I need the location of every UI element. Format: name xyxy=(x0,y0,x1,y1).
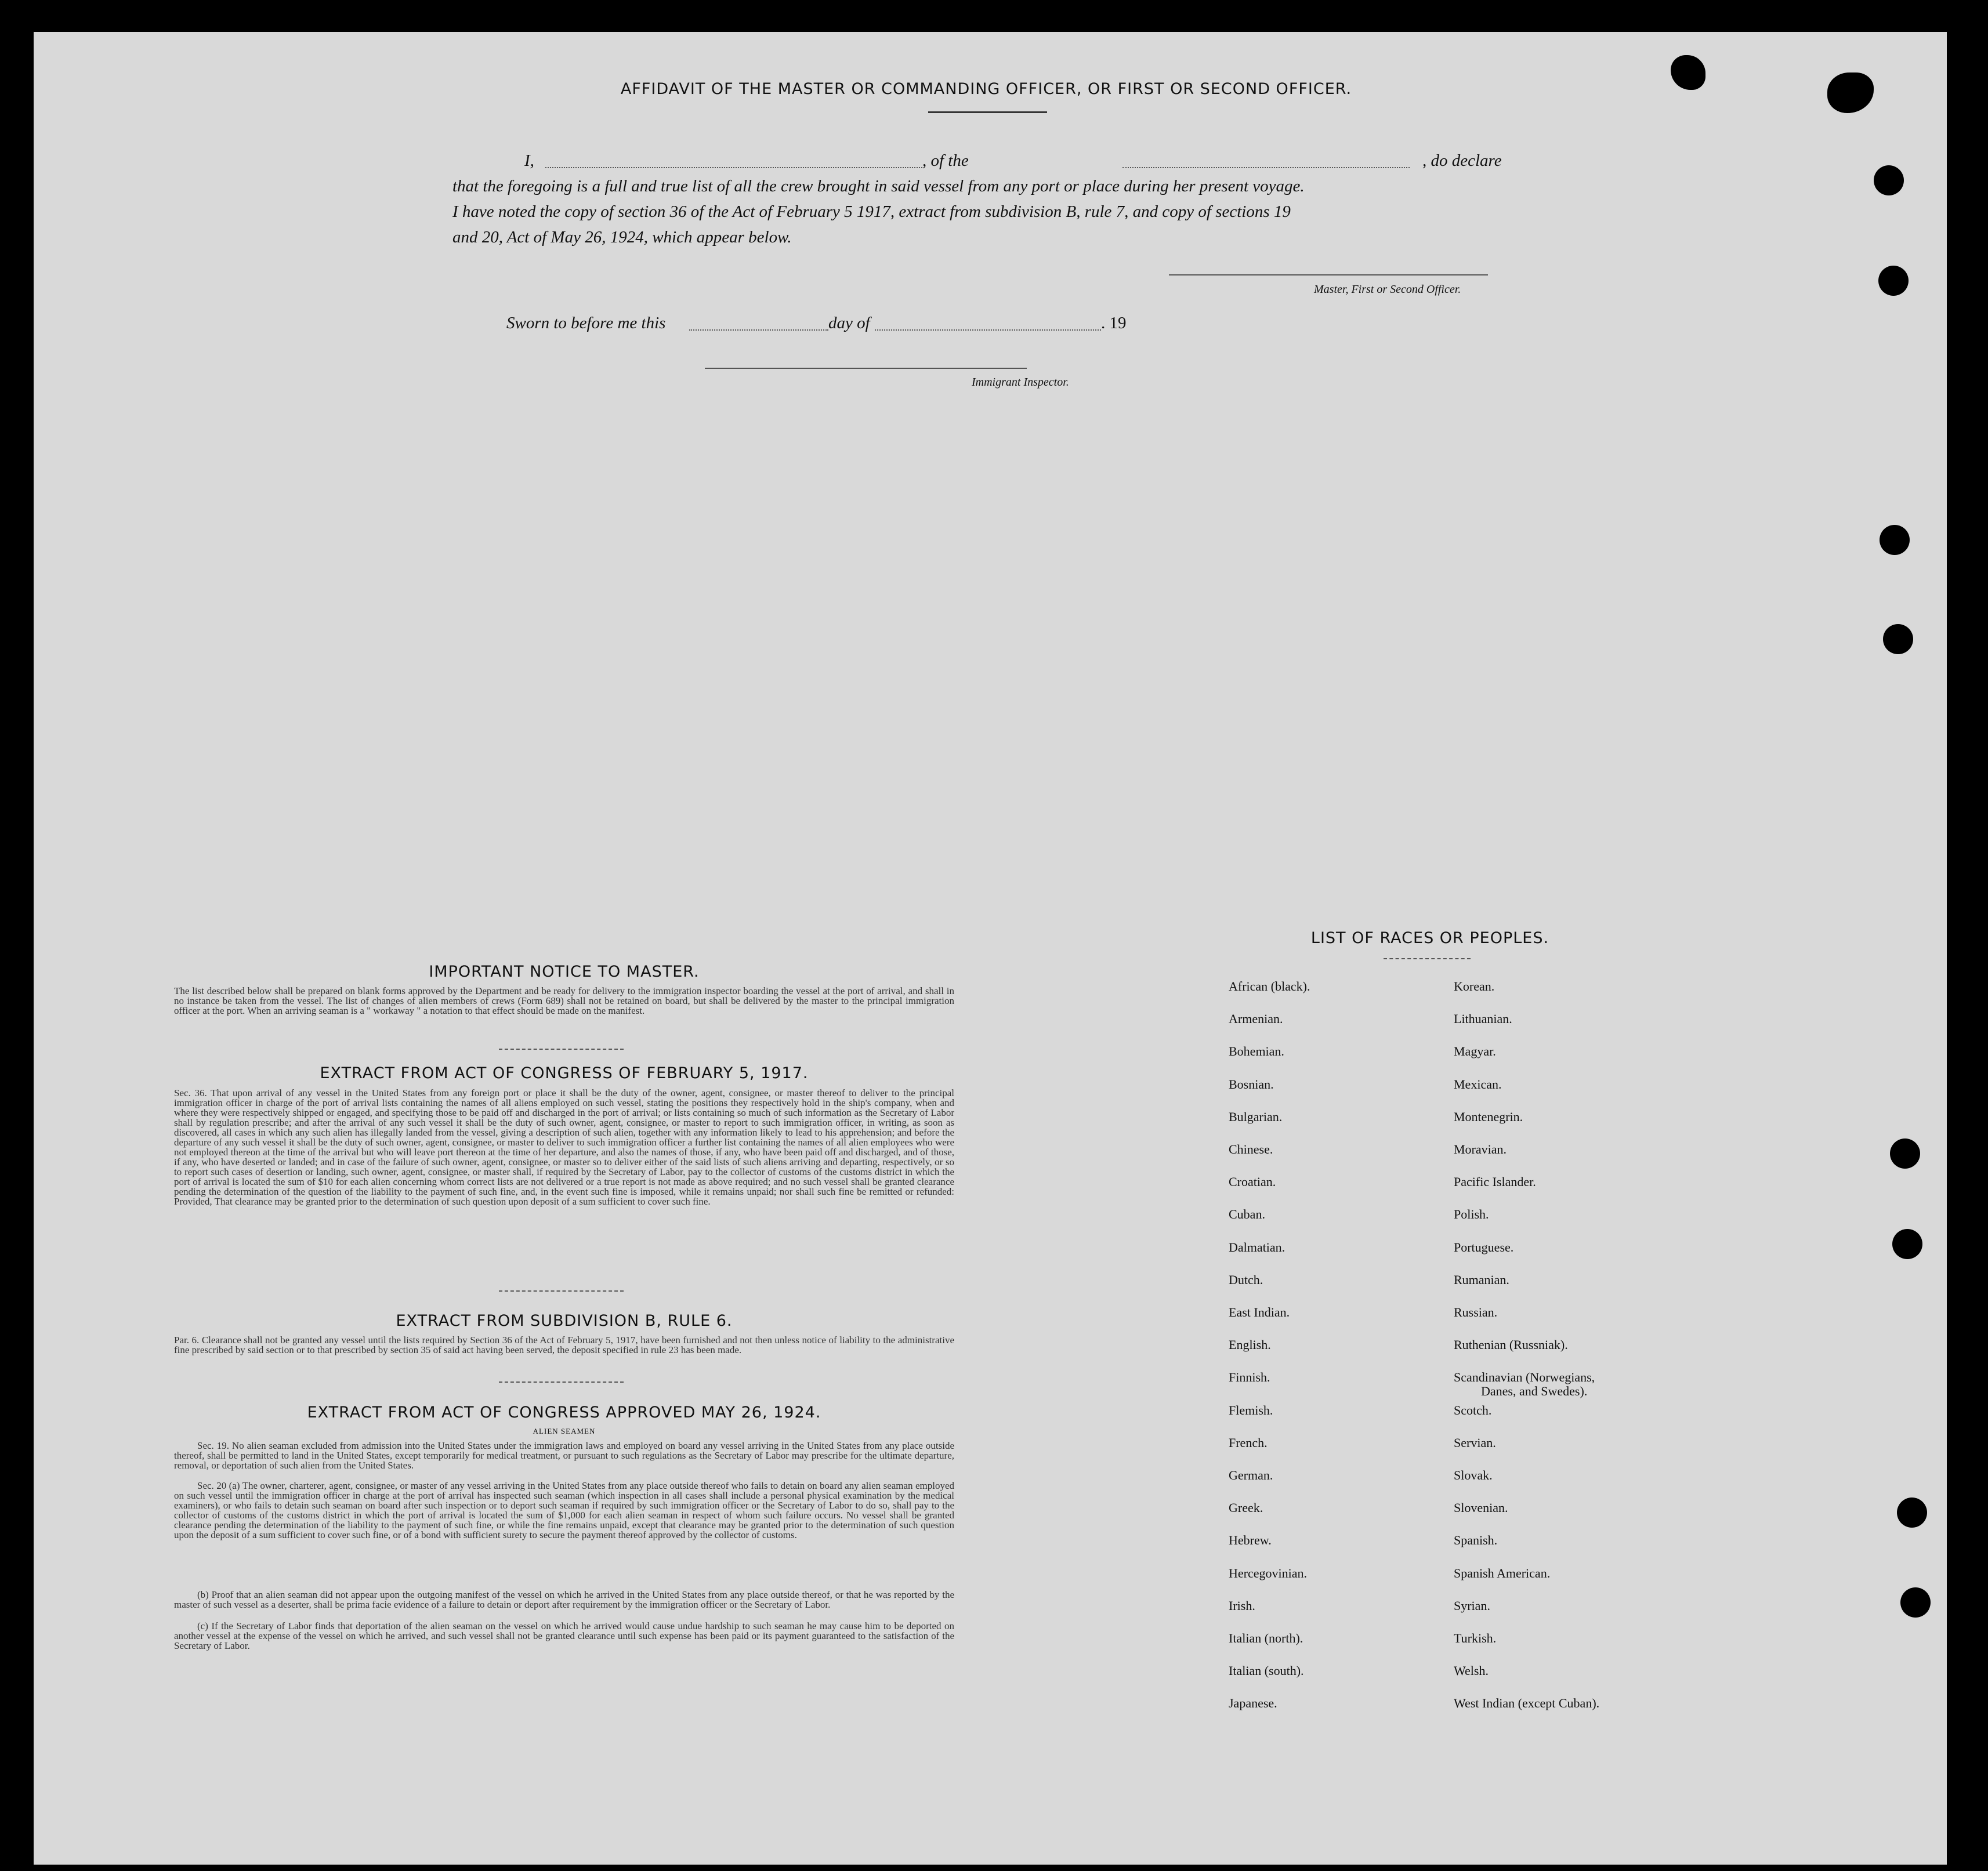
affidavit-line-2: that the foregoing is a full and true list of all the crew brought in said vessel from any port or place during her present voyage. xyxy=(452,177,1305,195)
extract-1924-sec20c: (c) If the Secretary of Labor finds that deportation of the alien seaman on the vessel on which he arrived would cause undue hardship to such seaman he may cause him to be deported on another vessel at the expense of the vessel on which he arrived, and such vessel shall not be granted clearance until such expense has been paid or its payment guaranteed to the satisfaction of the Secretary of Labor. xyxy=(174,1620,954,1651)
race-item: Chinese. xyxy=(1229,1142,1273,1157)
race-item: Hebrew. xyxy=(1229,1533,1272,1548)
race-item: Pacific Islander. xyxy=(1454,1174,1536,1190)
affidavit-line-1 xyxy=(452,148,1526,173)
alien-seamen-subtitle: ALIEN SEAMEN xyxy=(533,1427,596,1435)
race-item: West Indian (except Cuban). xyxy=(1454,1696,1600,1711)
race-item: German. xyxy=(1229,1468,1273,1483)
race-item: Slovenian. xyxy=(1454,1500,1508,1515)
affidavit-i: I, xyxy=(524,151,534,170)
punch-hole-2 xyxy=(1878,266,1909,296)
races-title: LIST OF RACES OR PEOPLES. xyxy=(1310,929,1549,947)
race-item: Cuban. xyxy=(1229,1207,1265,1222)
race-item: Korean. xyxy=(1454,979,1495,993)
race-item: African (black). xyxy=(1229,979,1310,993)
race-item: Syrian. xyxy=(1454,1598,1490,1613)
punch-hole-1 xyxy=(1874,165,1904,195)
races-underline xyxy=(1384,958,1471,959)
sworn-prefix: Sworn to before me this xyxy=(506,314,666,332)
race-item: Turkish. xyxy=(1454,1631,1497,1646)
race-item: Scandinavian (Norwegians, xyxy=(1454,1370,1595,1385)
rule6-title: EXTRACT FROM SUBDIVISION B, RULE 6. xyxy=(396,1312,733,1330)
rule6-body: Par. 6. Clearance shall not be granted any vessel until the lists required by Section 36 of the Act of February 5, 1917, have been furnished and not then unless notice of liability to the administrative fine prescribed by said section or to that prescribed by section 35 of said act having been served, the deposit specified in rule 23 has been made. xyxy=(174,1335,954,1355)
race-item: French. xyxy=(1229,1435,1268,1450)
sworn-month-blank xyxy=(875,329,1101,331)
sworn-year: . 19 xyxy=(1101,314,1127,332)
race-item: Moravian. xyxy=(1454,1142,1507,1157)
punch-hole-6 xyxy=(1892,1229,1922,1259)
extract-1924-title: EXTRACT FROM ACT OF CONGRESS APPROVED MAY 26, 1924. xyxy=(307,1404,821,1422)
race-item: Bohemian. xyxy=(1229,1044,1284,1059)
race-item: Flemish. xyxy=(1229,1402,1273,1417)
races-right-column xyxy=(1454,970,1599,1720)
master-signature-line xyxy=(1169,274,1488,275)
extract-1917-title: EXTRACT FROM ACT OF CONGRESS OF FEBRUARY 5, 1917. xyxy=(320,1064,809,1082)
race-item: Portuguese. xyxy=(1454,1239,1514,1254)
sworn-day-blank xyxy=(689,329,828,331)
extract-1917-body: Sec. 36. That upon arrival of any vessel in the United States from any foreign port or place it shall be the duty of the owner, agent, consignee, or master thereof to deliver to the principal immigration officer in charge of the port of arrival lists containing the names of all aliens employed on such vessel, stating the positions they respectively hold in the ship's company, when and where they were respectively shipped or engaged, and specifying those to be paid off and discharged in the port of arrival; or lists containing so much of such information as the Secretary of Labor shall by regulation prescribe; and after the arrival of any such vessel it shall be the duty of such owner, agent, consignee, or master to report to such immigration officer, in writing, as soon as discovered, all cases in which any such alien has illegally landed from the vessel, giving a description of such alien, together with any information likely to lead to his apprehension; and before the departure of any such vessel it shall be the duty of such owner, agent, consignee, or master to deliver to such immigration officer a further list containing the names of all alien employees who were not employed thereon at the time of the arrival but who will leave port thereon at the time of her departure, and also the names of those, if any, who have been paid off and discharged, and of those, if any, who have deserted or landed; and in case of the failure of such owner, agent, consignee, or master so to deliver either of the said lists of such aliens arriving and departing, respectively, or so to report such cases of desertion or landing, such owner, agent, consignee, or master shall, if required by the Secretary of Labor, pay to the collector of customs of the customs district in which the port of arrival is located the sum of $10 for each alien concerning whom correct lists are not delivered or a true report is not made as above required; and no such vessel shall be granted clearance pending the determination of the question of the liability to the payment of such fine, and, in the event such fine is imposed, while it remains unpaid; nor shall such fine be remitted or refunded: Provided, That clearance may be granted prior to the determination of such question upon deposit of a sum sufficient to cover such fine. xyxy=(174,1087,954,1207)
race-item: Hercegovinian. xyxy=(1229,1565,1307,1580)
race-item-continuation: Danes, and Swedes). xyxy=(1481,1384,1588,1398)
race-item: Armenian. xyxy=(1229,1011,1283,1027)
race-item: Italian (south). xyxy=(1229,1663,1304,1678)
race-item: Rumanian. xyxy=(1454,1272,1509,1287)
punch-hole-3 xyxy=(1880,525,1910,555)
race-item: Spanish American. xyxy=(1454,1565,1551,1580)
master-signature-label: Master, First or Second Officer. xyxy=(1314,283,1461,296)
race-item: Russian. xyxy=(1454,1305,1498,1320)
inspector-signature-line xyxy=(705,368,1027,369)
punch-hole-8 xyxy=(1900,1587,1931,1618)
race-item: Scotch. xyxy=(1454,1402,1492,1417)
sworn-line xyxy=(506,310,1145,336)
notice-title: IMPORTANT NOTICE TO MASTER. xyxy=(429,963,700,981)
sworn-day: day of xyxy=(828,314,870,332)
race-item: Montenegrin. xyxy=(1454,1109,1523,1124)
extract-1924-sec20a: Sec. 20 (a) The owner, charterer, agent, consignee, or master of any vessel arriving in the United States from any place outside thereof who fails to detain on board any alien seaman employed on such vessel until the immigration officer in charge at the port of arrival has inspected such seaman (which inspection in all cases shall include a personal physical examination by the medical examiners), or who fails to detain such seaman on board after such inspection or to deport such seaman if required by such immigration officer or the Secretary of Labor to do so, shall pay to the collector of customs of the customs district in which the port of arrival is located the sum of $1,000 for each alien seaman in respect of whom such failure occurs. No vessel shall be granted clearance pending the determination of the liability to the payment of such fine, or while the fine remains unpaid, except that clearance may be granted prior to the determination of such question upon the deposit of a sum sufficient to cover such fine, or of a bond with sufficient surety to secure the payment thereof approved by the collector of customs. xyxy=(174,1480,954,1540)
extract-1924-sec19: Sec. 19. No alien seaman excluded from admission into the United States under the immigration laws and employed on board any vessel arriving in the United States from any place outside thereof, shall be permitted to land in the United States, except temporarily for medical treatment, or pursuant to such regulations as the Secretary of Labor may prescribe for the ultimate departure, removal, or deportation of such alien from the United States. xyxy=(174,1440,954,1471)
affidavit-declare: , do declare xyxy=(1422,151,1502,170)
race-item: Irish. xyxy=(1229,1598,1255,1613)
notice-body: The list described below shall be prepared on blank forms approved by the Department and be ready for delivery to the immigration inspector boarding the vessel at the port of arrival, and shall in no instance be taken from the vessel. The list of changes of alien members of crews (Form 689) shall not be retained on board, but shall be delivered by the master to the principal immigration officer at the port. When an arriving seaman is a " workaway " a notation to that effect should be made on the manifest. xyxy=(174,985,954,1016)
race-item: Greek. xyxy=(1229,1500,1263,1515)
race-item: East Indian. xyxy=(1229,1305,1290,1320)
punch-hole-4 xyxy=(1883,624,1913,654)
race-item: Mexican. xyxy=(1454,1076,1502,1092)
race-item: Bosnian. xyxy=(1229,1076,1274,1092)
races-left-column xyxy=(1229,970,1310,1720)
race-item: Magyar. xyxy=(1454,1044,1496,1059)
race-item: Servian. xyxy=(1454,1435,1496,1450)
affidavit-of-the: , of the xyxy=(922,151,969,170)
race-item: Spanish. xyxy=(1454,1533,1498,1548)
extract-1924-sec20b: (b) Proof that an alien seaman did not appear upon the outgoing manifest of the vessel on which he arrived in the United States from any place outside thereof, or that he was reported by the master of such vessel as a deserter, shall be prima facie evidence of a failure to detain or deport after requirement by the immigration officer or the Secretary of Labor. xyxy=(174,1589,954,1610)
punch-hole-5 xyxy=(1890,1138,1920,1169)
race-item: Japanese. xyxy=(1229,1696,1277,1711)
affidavit-title: AFFIDAVIT OF THE MASTER OR COMMANDING OFFICER, OR FIRST OR SECOND OFFICER. xyxy=(620,80,1352,98)
race-item: Dalmatian. xyxy=(1229,1239,1285,1254)
race-item: Ruthenian (Russniak). xyxy=(1454,1337,1568,1353)
vessel-blank xyxy=(1122,167,1410,168)
punch-hole-7 xyxy=(1897,1497,1927,1528)
divider xyxy=(499,1382,624,1383)
race-item: Italian (north). xyxy=(1229,1631,1303,1646)
inspector-label: Immigrant Inspector. xyxy=(972,376,1069,389)
divider xyxy=(499,1049,624,1050)
race-item: Welsh. xyxy=(1454,1663,1489,1678)
affidavit-line-3: I have noted the copy of section 36 of the Act of February 5 1917, extract from subdivision B, rule 7, and copy of sections 19 xyxy=(452,202,1291,221)
race-item: Polish. xyxy=(1454,1207,1489,1222)
race-item: English. xyxy=(1229,1337,1271,1353)
race-item: Bulgarian. xyxy=(1229,1109,1283,1124)
race-item: Finnish. xyxy=(1229,1370,1270,1385)
race-item: Lithuanian. xyxy=(1454,1011,1512,1027)
race-item: Dutch. xyxy=(1229,1272,1263,1287)
name-blank xyxy=(545,167,922,168)
title-underline xyxy=(928,111,1047,113)
race-item: Croatian. xyxy=(1229,1174,1276,1190)
race-item: Slovak. xyxy=(1454,1468,1493,1483)
affidavit-line-4: and 20, Act of May 26, 1924, which appear below. xyxy=(452,228,792,246)
divider xyxy=(499,1290,624,1292)
